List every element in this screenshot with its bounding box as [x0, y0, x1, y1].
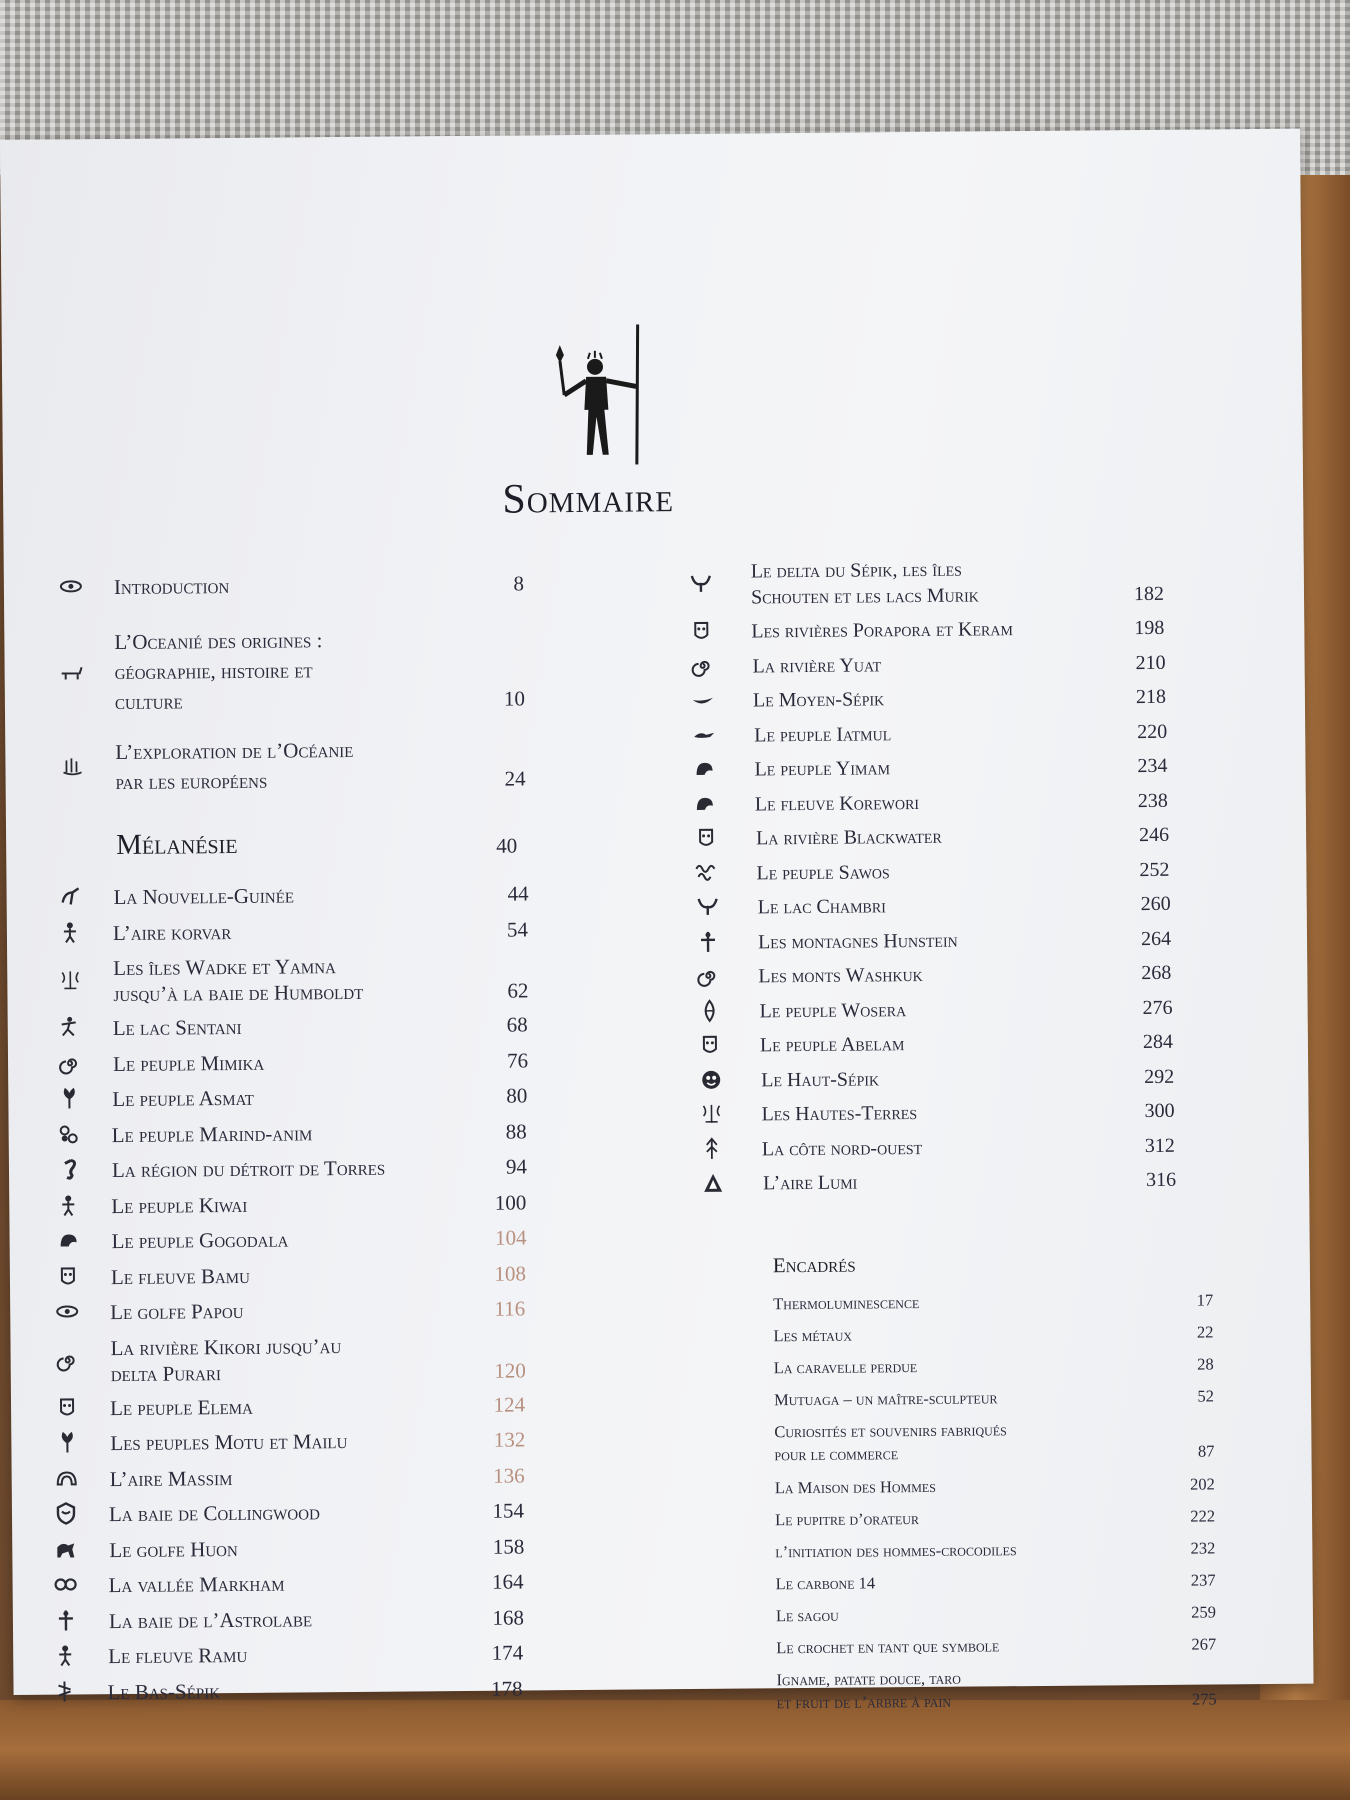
toc-page-number: 28 — [1197, 1354, 1214, 1374]
toc-page-number: 275 — [1191, 1689, 1217, 1709]
toc-entry-label: Le peuple Yimam — [754, 757, 891, 781]
eye-icon — [59, 574, 83, 598]
toc-entry-le-haut-sepik[interactable] — [699, 1063, 1174, 1091]
toc-page-number: 316 — [1146, 1168, 1177, 1192]
toc-page-number: 260 — [1140, 892, 1171, 916]
toc-entry-label: Le fleuve Korewori — [754, 791, 920, 815]
toc-entry-le-pupitre-d-orateur[interactable] — [775, 1503, 1215, 1531]
toc-page-number: 24 — [504, 766, 526, 791]
toc-entry-le-lac-sentani[interactable] — [58, 1011, 528, 1039]
toc-entry-label: Le peuple Abelam — [759, 1033, 905, 1057]
mask-icon — [56, 1264, 80, 1288]
toc-entry-label: l’initiation des hommes-crocodiles — [775, 1540, 1017, 1562]
toc-entry-la-baie-de-collingwood[interactable] — [54, 1497, 524, 1525]
toc-entry-label: géographie, histoire et — [114, 658, 313, 685]
toc-page-number: 22 — [1196, 1322, 1214, 1342]
toc-entry-label: culture — [114, 689, 183, 715]
toc-entry-la-riviere-kikori-jusqu-au-delta-purari[interactable] — [55, 1331, 526, 1386]
toc-entry-label: Le peuple Marind-anim — [111, 1120, 313, 1147]
toc-page-number: 259 — [1191, 1602, 1216, 1622]
toc-page-number: 238 — [1137, 789, 1168, 812]
toc-page-number: 44 — [507, 881, 529, 906]
toc-entry-label: Les Hautes-Terres — [761, 1102, 918, 1126]
toc-entry-label: Thermoluminescence — [773, 1293, 920, 1314]
toc-page-number: 284 — [1142, 1030, 1174, 1054]
toc-entry-l-aire-korvar[interactable] — [58, 916, 528, 944]
section-title-melanesie[interactable]: Mélanésie — [116, 827, 238, 862]
toc-page-number: 252 — [1139, 858, 1170, 881]
toc-page-number: 267 — [1191, 1634, 1217, 1654]
toc-entry-le-peuple-mimika[interactable] — [58, 1047, 528, 1075]
toc-page-number: 178 — [490, 1675, 523, 1701]
toc-entry-label: Le fleuve Ramu — [108, 1642, 248, 1669]
toc-page-number: 268 — [1141, 961, 1172, 985]
toc-page-number: 100 — [494, 1189, 527, 1215]
toc-entry-label: Le peuple Mimika — [112, 1050, 265, 1076]
beast-icon — [54, 1537, 78, 1561]
eyes-icon — [54, 1572, 78, 1596]
toc-entry-label: Le fleuve Bamu — [110, 1263, 251, 1289]
toc-entry-label: Mutuaga – un maître-sculpteur — [773, 1388, 998, 1410]
toc-page-number: 8 — [513, 571, 524, 596]
toc-entry-la-maison-des-hommes[interactable] — [775, 1471, 1215, 1499]
toc-entry-label: L’Oceanié des origines : — [114, 628, 323, 655]
toc-page-number: 80 — [506, 1083, 528, 1108]
toc-entry-l-exploration-de-l-oceanie-par-les-europ[interactable] — [60, 735, 526, 795]
toc-entry-label: Le pupitre d’orateur — [774, 1509, 919, 1530]
toc-entry-l-aire-lumi[interactable] — [701, 1167, 1176, 1195]
toc-entry-label: L’aire korvar — [112, 919, 232, 945]
toc-entry-l-initiation-des-hommes-crocodiles[interactable] — [775, 1535, 1215, 1563]
toc-entry-label: Le peuple Sawos — [756, 860, 890, 884]
toc-entry-les-hautes-terres[interactable] — [699, 1098, 1174, 1126]
toc-entry-la-riviere-blackwater[interactable] — [694, 822, 1169, 850]
spiral-icon — [56, 1348, 80, 1372]
shell-icon — [693, 791, 717, 815]
toc-entry-label: La rivière Kikori jusqu’au — [110, 1333, 342, 1360]
toc-entry-le-peuple-kiwai[interactable] — [56, 1189, 526, 1217]
page-title: Sommaire — [502, 475, 675, 523]
toc-entry-label: La baie de l’Astrolabe — [108, 1606, 313, 1633]
toc-entry-la-baie-de-l-astrolabe[interactable] — [54, 1604, 524, 1632]
toc-entry-label: jusqu’à la baie de Humboldt — [113, 979, 364, 1007]
toc-entry-label: Le Haut-Sépik — [761, 1067, 880, 1091]
toc-entry-label: Le peuple Wosera — [759, 998, 907, 1022]
toc-entry-label: Le Moyen-Sépik — [752, 688, 885, 712]
toc-page-number: 52 — [1197, 1386, 1215, 1406]
toc-entry-les-montagnes-hunstein[interactable] — [696, 925, 1171, 953]
arch-icon — [55, 1466, 79, 1490]
toc-entry-le-moyen-sepik[interactable] — [691, 684, 1166, 712]
bird-icon — [58, 884, 82, 908]
encadres-heading[interactable]: Encadrés — [772, 1252, 856, 1278]
toc-entry-le-peuple-yimam[interactable] — [692, 753, 1167, 781]
toc-entry-les-peuples-motu-et-mailu[interactable] — [55, 1426, 525, 1454]
toc-page-number: 202 — [1189, 1474, 1215, 1494]
toc-entry-label: Les îles Wadke et Yamna — [113, 954, 336, 981]
toc-page-number: 62 — [507, 978, 529, 1003]
toc-entry-les-monts-washkuk[interactable] — [696, 960, 1171, 988]
toc-page-number: 94 — [505, 1154, 528, 1179]
toc-entry-label: Le carbone 14 — [775, 1573, 876, 1594]
toc-entry-le-fleuve-korewori[interactable] — [693, 787, 1168, 815]
toc-entry-label: Le golfe Huon — [109, 1536, 238, 1562]
toc-entry-igname-patate-douce-taro-et-fruit-de-l-a[interactable] — [776, 1663, 1217, 1713]
toc-entry-label: Schouten et les lacs Murik — [750, 584, 979, 609]
mask-icon — [55, 1395, 79, 1419]
toc-entry-le-peuple-iatmul[interactable] — [692, 718, 1167, 746]
toc-entry-label: Le lac Sentani — [112, 1014, 242, 1041]
toc-page-number: 276 — [1142, 996, 1173, 1019]
toc-entry-le-peuple-asmat[interactable] — [57, 1082, 527, 1110]
figure-icon — [53, 1643, 77, 1667]
toc-page-number: 17 — [1196, 1290, 1214, 1310]
motif-icon — [58, 968, 82, 992]
toc-page-number: 198 — [1134, 616, 1165, 640]
toc-entry-label: Le sagou — [775, 1605, 839, 1626]
toc-page-number: 222 — [1190, 1506, 1216, 1526]
toc-page-number: 154 — [492, 1498, 525, 1523]
toc-page-number: 76 — [506, 1047, 529, 1073]
toc-entry-label: Les métaux — [773, 1325, 853, 1346]
toc-page-number: 164 — [491, 1569, 524, 1594]
toc-entry-le-peuple-sawos[interactable] — [694, 856, 1169, 884]
toc-entry-la-region-du-detroit-de-torres[interactable] — [57, 1153, 527, 1181]
triangle-icon — [701, 1171, 725, 1195]
toc-entry-label: Le crochet en tant que symbole — [776, 1636, 1000, 1658]
toc-entry-thermoluminescence[interactable] — [773, 1287, 1213, 1315]
toc-entry-le-golfe-papou[interactable] — [55, 1295, 525, 1323]
cross-icon — [696, 929, 720, 953]
toc-page-number: 108 — [494, 1260, 527, 1286]
toc-page-number: 88 — [505, 1118, 527, 1144]
toc-page-number: 234 — [1137, 754, 1168, 778]
toc-page-number: 68 — [506, 1012, 528, 1037]
toc-page-number: 237 — [1190, 1570, 1216, 1590]
toc-entry-le-peuple-wosera[interactable] — [698, 994, 1173, 1022]
seahorse-icon — [57, 1157, 81, 1181]
wave-icon — [694, 860, 718, 884]
toc-entry-label: La région du détroit de Torres — [111, 1155, 386, 1183]
horns-icon — [696, 895, 720, 919]
figure-icon — [58, 920, 82, 944]
toc-page-number: 312 — [1144, 1134, 1175, 1157]
toc-entry-le-golfe-huon[interactable] — [54, 1533, 524, 1561]
toc-entry-label: pour le commerce — [774, 1444, 899, 1465]
toc-page-number: 120 — [494, 1357, 526, 1383]
toc-entry-le-carbone-14[interactable] — [776, 1567, 1216, 1595]
toc-page-number: 246 — [1139, 823, 1170, 847]
toc-entry-l-oceanie-des-origines-geographie-histoi[interactable] — [59, 625, 525, 715]
shell-icon — [692, 757, 716, 781]
ship-icon — [60, 754, 84, 778]
toc-entry-label: L’aire Massim — [109, 1465, 233, 1491]
toc-page-number: 300 — [1144, 1099, 1175, 1123]
flower-icon — [55, 1430, 79, 1454]
toc-entry-l-aire-massim[interactable] — [55, 1462, 525, 1490]
toc-page-number: 124 — [493, 1391, 526, 1417]
toc-entry-label: Curiosités et souvenirs fabriqués — [774, 1420, 1007, 1442]
toc-page-number: 232 — [1190, 1538, 1216, 1558]
knot-icon — [57, 1122, 81, 1146]
figure-icon — [56, 1193, 80, 1217]
toc-entry-les-rivieres-porapora-et-keram[interactable] — [689, 615, 1164, 643]
toc-entry-label: Le peuple Gogodala — [111, 1227, 289, 1254]
toc-entry-la-riviere-yuat[interactable] — [691, 649, 1166, 677]
toc-page-number: 220 — [1137, 720, 1168, 743]
mask-icon — [694, 826, 718, 850]
toc-entry-le-bas-sepik[interactable] — [52, 1675, 522, 1703]
toc-page-number: 158 — [492, 1533, 525, 1559]
face-icon — [699, 1067, 723, 1091]
spiral-icon — [696, 964, 720, 988]
toc-entry-label: Igname, patate douce, taro — [776, 1668, 961, 1690]
toc-entry-la-vallee-markham[interactable] — [54, 1568, 524, 1596]
toc-entry-label: Le delta du Sépik, les îles — [750, 558, 963, 583]
mask-icon — [689, 619, 713, 643]
crocodile-icon — [692, 722, 716, 746]
toc-entry-le-peuple-gogodala[interactable] — [57, 1224, 527, 1252]
toc-entry-label: Le peuple Elema — [109, 1394, 253, 1420]
toc-entry-les-metaux[interactable] — [773, 1319, 1213, 1347]
toc-entry-la-caravelle-perdue[interactable] — [774, 1351, 1214, 1379]
toc-page-number: 10 — [503, 686, 525, 711]
toc-page-number: 87 — [1197, 1441, 1215, 1461]
section-page-number: 40 — [496, 833, 518, 858]
toc-entry-la-cote-nord-ouest[interactable] — [700, 1132, 1175, 1160]
canoe-icon — [691, 688, 715, 712]
toc-entry-le-peuple-elema[interactable] — [55, 1391, 525, 1419]
toc-page-number: 264 — [1140, 927, 1172, 950]
toc-entry-label: Le peuple Kiwai — [111, 1192, 248, 1218]
toc-entry-label: Le golfe Papou — [110, 1298, 244, 1325]
book-page — [0, 129, 1314, 1713]
toc-entry-label: Le Bas-Sépik — [107, 1678, 221, 1704]
toc-entry-le-peuple-marind-anim[interactable] — [57, 1118, 527, 1146]
toc-entry-label: Les montagnes Hunstein — [757, 929, 958, 953]
flower-icon — [57, 1086, 81, 1110]
toc-page-number: 218 — [1135, 685, 1166, 709]
spiral-icon — [58, 1051, 82, 1075]
toc-entry-le-lac-chambri[interactable] — [696, 891, 1171, 919]
warrior-figure-icon — [550, 324, 641, 465]
toc-entry-introduction[interactable] — [59, 570, 524, 598]
toc-entry-label: et fruit de l’arbre à pain — [776, 1691, 952, 1713]
toc-page-number: 168 — [492, 1604, 525, 1630]
shield-icon — [54, 1501, 78, 1525]
eye-icon — [55, 1299, 79, 1323]
toc-entry-label: La caravelle perdue — [773, 1357, 918, 1378]
toc-page-number: 136 — [493, 1462, 525, 1488]
toc-entry-label: L’exploration de l’Océanie — [115, 737, 354, 765]
toc-page-number: 174 — [491, 1640, 524, 1665]
toc-entry-le-fleuve-bamu[interactable] — [56, 1260, 526, 1288]
toc-entry-label: Le peuple Asmat — [112, 1085, 254, 1112]
dancer-icon — [58, 1015, 82, 1039]
toc-page-number: 116 — [494, 1296, 526, 1321]
toc-entry-label: La Nouvelle-Guinée — [113, 883, 295, 910]
toc-entry-mutuaga-un-maitre-sculpteur[interactable] — [774, 1383, 1214, 1411]
toc-entry-la-nouvelle-guinee[interactable] — [58, 880, 528, 908]
shell-icon — [57, 1228, 81, 1252]
toc-entry-curiosites-et-souvenirs-fabriques-pour-l[interactable] — [774, 1415, 1215, 1465]
horns-icon — [689, 572, 713, 596]
toc-entry-label: La Maison des Hommes — [774, 1476, 936, 1498]
toc-page-number: 104 — [494, 1225, 527, 1250]
toc-entry-label: delta Purari — [110, 1360, 222, 1386]
toc-entry-les-iles-wadke-et-yamna-jusqu-a-la-baie-[interactable] — [58, 951, 529, 1007]
toc-page-number: 182 — [1133, 582, 1165, 606]
toc-entry-label: La côte nord-ouest — [761, 1136, 923, 1160]
fish-icon — [698, 998, 722, 1022]
toc-entry-label: Introduction — [113, 574, 230, 600]
toc-page-number: 292 — [1144, 1065, 1175, 1088]
toc-page-number: 210 — [1135, 651, 1166, 674]
lizard-icon — [52, 1679, 76, 1703]
toc-entry-le-delta-du-sepik-les-iles-schouten-et-l[interactable] — [689, 555, 1165, 609]
toc-page-number: 54 — [506, 916, 529, 942]
toc-entry-le-sagou[interactable] — [776, 1599, 1216, 1627]
toc-page-number: 132 — [493, 1427, 526, 1452]
toc-entry-label: L’aire Lumi — [763, 1171, 858, 1195]
motif-icon — [699, 1102, 723, 1126]
toc-entry-label: Les rivières Porapora et Keram — [751, 618, 1013, 643]
cross-icon — [54, 1608, 78, 1632]
toc-entry-label: Le peuple Iatmul — [754, 722, 892, 746]
toc-entry-label: par les européens — [115, 768, 268, 795]
arrow-icon — [700, 1136, 724, 1160]
toc-entry-label: Le lac Chambri — [757, 895, 886, 919]
toc-entry-label: Les peuples Motu et Mailu — [110, 1429, 348, 1456]
toc-entry-le-fleuve-ramu[interactable] — [53, 1639, 523, 1667]
toc-entry-le-crochet-en-tant-que-symbole[interactable] — [776, 1631, 1216, 1659]
toc-entry-label: La rivière Yuat — [752, 653, 882, 677]
toc-entry-label: La rivière Blackwater — [756, 825, 942, 850]
toc-entry-label: La baie de Collingwood — [108, 1500, 320, 1527]
animal-icon — [60, 659, 84, 683]
toc-entry-label: La vallée Markham — [108, 1571, 285, 1598]
mask-icon — [698, 1033, 722, 1057]
spiral-icon — [691, 653, 715, 677]
toc-entry-label: Les monts Washkuk — [758, 963, 923, 988]
toc-entry-le-peuple-abelam[interactable] — [698, 1029, 1173, 1057]
wooden-table — [0, 1700, 1350, 1800]
